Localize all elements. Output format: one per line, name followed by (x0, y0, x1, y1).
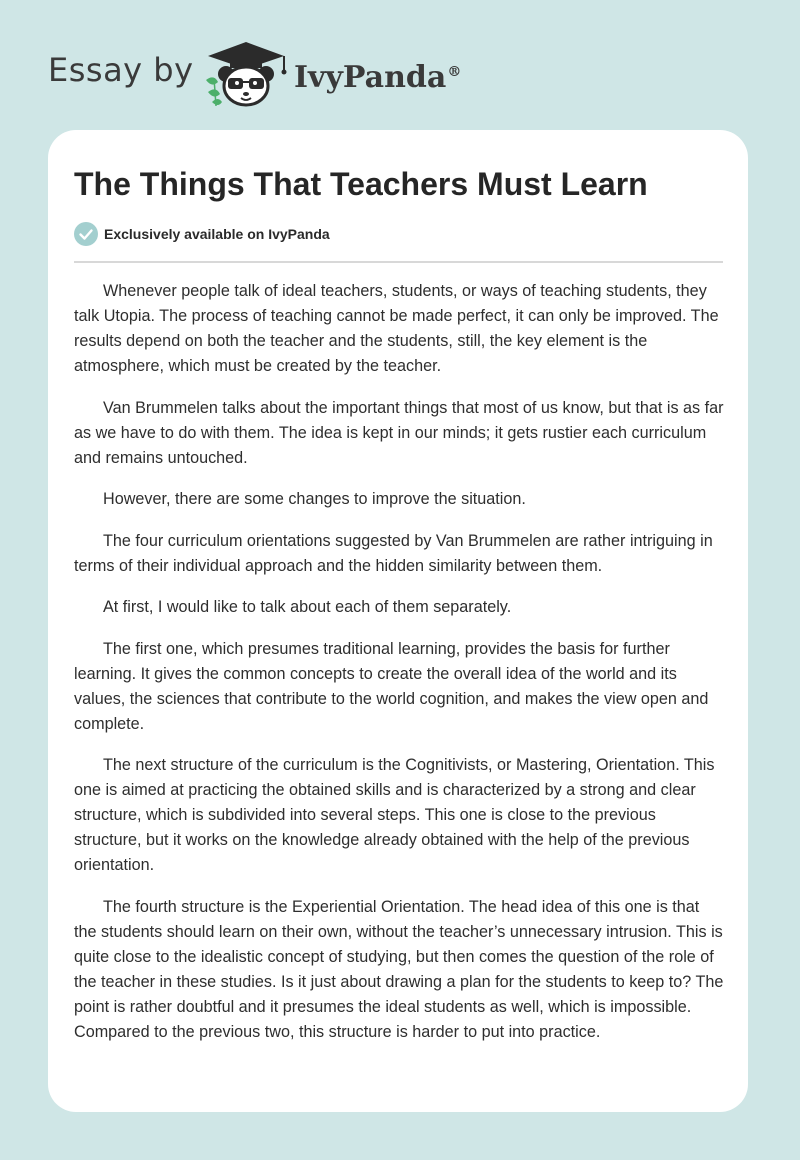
panda-graduate-logo-icon[interactable] (200, 36, 292, 110)
essay-by-label: Essay by (48, 51, 194, 89)
essay-body (74, 279, 726, 1061)
brand-name[interactable] (294, 52, 461, 98)
paragraph: Van Brummelen talks about the important things that most of us know, but that is as far as we have to do with them. The idea is kept in our minds; it gets rustier each curriculum and remains untouched. (74, 398, 724, 467)
exclusive-badge (74, 222, 330, 246)
paragraph: The fourth structure is the Experiential Orientation. The head idea of this one is that the students should learn on their own, without the teacher’s unnecessary intrusion. This is quite close to the idealistic concept of studying, but then comes the question of the role of the teacher in these studies. Is it just about drawing a plan for the students to keep to? The point is rather doubtful and it presumes the ideal students as well, which is impossible. Compared to the previous two, this structure is harder to put into practice. (74, 897, 724, 1041)
check-circle-icon (74, 222, 98, 246)
paragraph: Whenever people talk of ideal teachers, students, or ways of teaching students, they talk Utopia. The process of teaching cannot be made perfect, it can only be improved. The results depend on both the teacher and the students, still, the key element is the atmosphere, which must be created by the teacher. (74, 282, 719, 375)
paragraph: The first one, which presumes traditional learning, provides the basis for further learning. It gives the common concepts to create the overall idea of the world and its values, the sciences that contribute to the world cognition, and makes the view open and complete. (74, 639, 709, 733)
brand-name-text: IvyPanda (294, 60, 447, 95)
paragraph: The four curriculum orientations suggested by Van Brummelen are rather intriguing in terms of their individual approach and the hidden similarity between them. (74, 531, 713, 575)
title-divider (74, 261, 723, 263)
paragraph: At first, I would like to talk about each of them separately. (103, 598, 512, 616)
registered-mark: ® (447, 64, 462, 80)
paragraph: The next structure of the curriculum is the Cognitivists, or Mastering, Orientation. This one is aimed at practicing the obtained skills and is characterized by a strong and clear structure, which is subdivided into several steps. This one is close to the previous structure, but it works on the knowledge already obtained with the help of the previous orientation. (74, 756, 715, 874)
essay-title: The Things That Teachers Must Learn (74, 166, 648, 202)
paragraph: However, there are some changes to improve the situation. (103, 490, 526, 508)
exclusive-badge-label: Exclusively available on IvyPanda (104, 226, 330, 242)
site-header (0, 0, 800, 130)
essay-card (48, 130, 748, 1112)
